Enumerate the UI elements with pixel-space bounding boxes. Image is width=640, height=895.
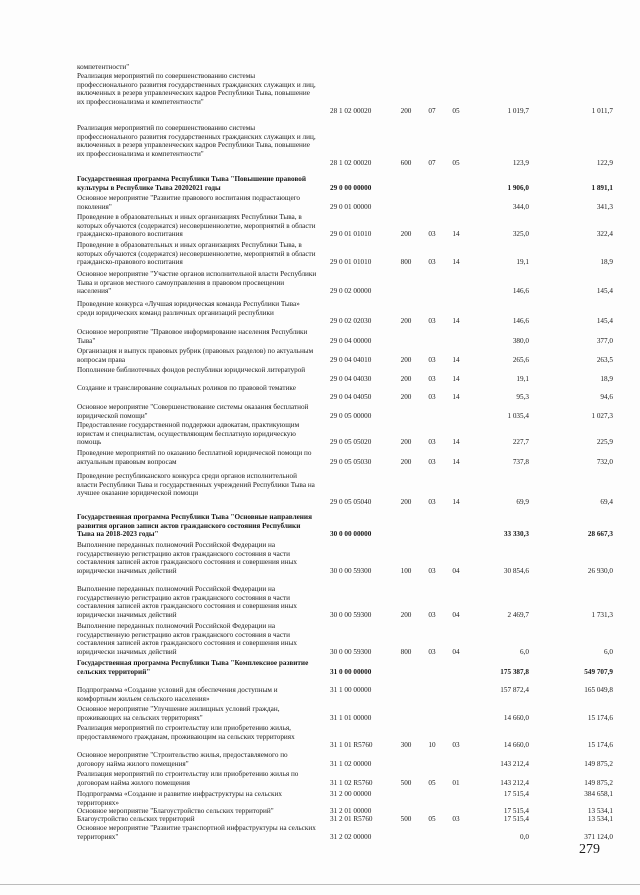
row-amount-year1: 14 660,0 [503,713,529,722]
row-expense-type: 800 [400,258,412,267]
row-name: Основное мероприятие "Улучшение жилищных условий граждан, проживающих на сельских территориях" [77,705,280,722]
row-section: 03 [428,317,436,326]
row-amount-year2: 371 124,0 [584,832,613,841]
row-amount-year1: 14 660,0 [503,741,529,750]
row-name: компетентности" [77,63,130,71]
row-target-code: 31 0 00 00000 [330,667,372,676]
row-subsection: 14 [452,438,460,447]
row-target-code: 28 1 02 00020 [330,158,372,167]
row-target-code: 31 1 02 00000 [330,759,372,768]
row-section: 03 [428,567,436,576]
row-name: Проведение мероприятий по оказанию бесплатной юридической помощи по актуальным правовым вопросам [77,449,312,466]
row-name: Предоставление государственной поддержки адвокатам, практикующим юристам и специалистам, осуществляющим бесплатную юридическую помощь [77,421,300,447]
row-amount-year2: 1 011,7 [591,106,613,115]
row-amount-year1: 19,1 [516,258,529,267]
row-section: 03 [428,648,436,657]
row-target-code: 30 0 00 59300 [330,648,372,657]
row-target-code: 29 0 05 05030 [330,457,372,466]
row-amount-year2: 165 049,8 [584,686,613,694]
row-target-code: 29 0 04 04050 [330,392,372,401]
row-target-code: 29 0 04 00000 [330,336,372,345]
row-section: 03 [428,457,436,466]
row-target-code: 29 0 00 00000 [330,183,372,192]
row-target-code: 29 0 01 01010 [330,258,372,267]
row-amount-year2: 13 534,1 [587,815,613,823]
row-expense-type: 200 [400,230,412,239]
row-section: 03 [428,438,436,447]
row-subsection: 14 [452,258,460,267]
row-amount-year2: 149 875,2 [584,778,613,787]
row-amount-year1: 69,9 [516,498,529,507]
row-amount-year1: 123,9 [512,158,529,167]
row-name: Проведение в образовательных и иных организациях Республики Тыва, в которых обучаются (содержатся) несовершеннолетие, мероприятий в области гражданско-правового воспитания [77,213,316,239]
row-amount-year1: 95,3 [516,392,529,401]
row-amount-year2: 26 930,0 [587,567,613,576]
row-amount-year2: 322,4 [596,230,613,239]
row-subsection: 04 [452,648,460,657]
row-amount-year2: 122,9 [596,158,613,167]
row-amount-year1: 344,0 [512,202,529,211]
row-name: Основное мероприятие "Строительство жилья, предоставляемого по договору найма жилого помещения" [77,751,288,768]
row-name: Выполнение переданных полномочий Российской Федерации на государственную регистрацию актов гражданского состояния в части составления записей актов гражданского состояния и совершения иных юридически значимых действий [77,541,298,576]
row-name: Реализация мероприятий по совершенствованию системы профессионального развития государственных гражданских служащих и лиц, включенных в резерв управленческих кадров Республики Тыва, повышение их профессионализма и компетентности" [77,124,316,159]
row-amount-year1: 33 330,3 [503,530,529,539]
row-target-code: 30 0 00 00000 [330,530,372,539]
row-target-code: 28 1 02 00020 [330,106,372,115]
row-subsection: 14 [452,355,460,364]
row-subsection: 14 [452,374,460,383]
row-section: 03 [428,355,436,364]
row-name: Выполнение переданных полномочий Российской Федерации на государственную регистрацию актов гражданского состояния в части составления записей актов гражданского состояния и совершения иных юридически значимых действий [77,622,298,657]
row-amount-year1: 19,1 [516,374,529,383]
row-amount-year1: 175 387,8 [500,667,529,676]
row-target-code: 29 0 05 05020 [330,438,372,447]
row-subsection: 14 [452,317,460,326]
row-name: Основное мероприятие "Развитие транспортной инфраструктуры на сельских территориях" [77,824,316,841]
row-section: 07 [428,158,436,167]
row-target-code: 29 0 02 00000 [330,287,372,296]
row-target-code: 30 0 00 59300 [330,611,372,620]
row-amount-year2: 15 174,6 [587,713,613,722]
row-amount-year2: 69,4 [600,498,613,507]
row-section: 07 [428,106,436,115]
row-expense-type: 200 [400,106,412,115]
row-expense-type: 200 [400,611,412,620]
row-target-code: 29 0 05 00000 [330,411,372,420]
row-amount-year1: 227,7 [512,438,529,447]
row-expense-type: 200 [400,438,412,447]
row-amount-year2: 1 027,3 [591,411,613,420]
row-expense-type: 200 [400,392,412,401]
row-name: Подпрограмма «Создание и развитие инфраструктуры на сельских территориях» [77,790,282,807]
row-expense-type: 200 [400,457,412,466]
row-name: Реализация мероприятий по строительству или приобретению жилья, предоставляемого гражданам, проживающим на сельских территориях [77,724,295,741]
row-expense-type: 500 [400,815,412,823]
row-amount-year1: 17 515,4 [503,790,529,798]
row-target-code: 30 0 00 59300 [330,567,372,576]
row-target-code: 31 2 01 00000 [330,807,372,815]
row-name: Подпрограмма «Создание условий для обеспечения доступным и комфортным жильем сельского населения» [77,686,278,703]
row-name: Реализация мероприятий по совершенствованию системы профессионального развития государственных гражданских служащих и лиц, включенных в резерв управленческих кадров Республики Тыва, повышение их профессионализма и компетентности" [77,72,316,107]
row-amount-year2: 384 658,1 [584,790,613,798]
row-amount-year1: 143 212,4 [500,759,529,768]
row-amount-year1: 6,0 [520,648,529,657]
row-section: 03 [428,374,436,383]
row-name: Пополнение библиотечных фондов республики юридической литературой [77,366,306,374]
row-subsection: 04 [452,611,460,620]
row-amount-year1: 143 212,4 [500,778,529,787]
row-amount-year2: 149 875,2 [584,759,613,768]
row-subsection: 03 [452,815,460,823]
row-amount-year2: 94,6 [600,392,613,401]
row-target-code: 31 1 00 00000 [330,686,372,694]
row-expense-type: 300 [400,741,412,750]
row-name: Основное мероприятие "Благоустройство сельских территорий" [77,807,274,815]
row-amount-year1: 1 019,7 [507,106,529,115]
row-subsection: 14 [452,498,460,507]
row-expense-type: 600 [400,158,412,167]
row-section: 03 [428,230,436,239]
row-section: 03 [428,392,436,401]
row-subsection: 01 [452,778,460,787]
row-expense-type: 200 [400,498,412,507]
row-expense-type: 800 [400,648,412,657]
row-subsection: 03 [452,741,460,750]
row-subsection: 14 [452,230,460,239]
row-name: Благоустройство сельских территорий [77,815,195,823]
row-target-code: 29 0 01 01010 [330,230,372,239]
row-amount-year1: 17 515,4 [503,807,529,815]
row-amount-year1: 1 906,0 [507,183,529,192]
row-amount-year2: 341,3 [596,202,613,211]
row-target-code: 31 1 01 00000 [330,713,372,722]
row-amount-year2: 15 174,6 [587,741,613,750]
row-name: Государственная программа Республики Тыва "Повышение правовой культуры в Республике Тыва 20202021 годы [77,175,307,192]
row-amount-year2: 18,9 [600,258,613,267]
row-name: Основное мероприятие "Совершенствование системы оказания бесплатной юридической помощи" [77,403,309,420]
row-amount-year1: 146,6 [512,317,529,326]
row-amount-year2: 225,9 [596,438,613,447]
row-amount-year2: 549 707,9 [584,667,613,676]
row-section: 05 [428,778,436,787]
row-name: Организация и выпуск правовых рубрик (правовых разделов) по актуальным вопросам права [77,347,314,364]
row-amount-year1: 380,0 [512,336,529,345]
row-amount-year2: 145,4 [596,287,613,296]
row-target-code: 29 0 04 04010 [330,355,372,364]
row-target-code: 31 2 00 00000 [330,790,372,798]
row-target-code: 29 0 04 04030 [330,374,372,383]
row-amount-year2: 1 731,3 [591,611,613,620]
row-amount-year1: 325,0 [512,230,529,239]
row-amount-year1: 1 035,4 [507,411,529,420]
row-subsection: 05 [452,106,460,115]
row-amount-year1: 2 469,7 [507,611,529,620]
row-target-code: 31 1 01 R5760 [330,741,373,750]
row-amount-year2: 13 534,1 [587,807,613,815]
row-amount-year1: 146,6 [512,287,529,296]
row-amount-year1: 0,0 [520,832,529,841]
row-target-code: 29 0 02 02030 [330,317,372,326]
row-target-code: 31 1 02 R5760 [330,778,373,787]
row-name: Основное мероприятие "Развитие правового воспитания подрастающего поколения" [77,194,301,211]
row-name: Основное мероприятие "Участие органов исполнительной власти Республики Тыва и органов местного самоуправления в правовом просвещении населения" [77,270,317,296]
row-expense-type: 100 [400,567,412,576]
row-subsection: 04 [452,567,460,576]
row-subsection: 05 [452,158,460,167]
row-amount-year1: 265,6 [512,355,529,364]
row-name: Государственная программа Республики Тыва "Комплексное развитие сельских территорий" [77,659,309,676]
row-name: Проведение в образовательных и иных организациях Республики Тыва, в которых обучаются (содержатся) несовершеннолетие, мероприятий в области гражданско-правового воспитания [77,241,316,267]
row-section: 03 [428,611,436,620]
row-amount-year2: 377,0 [596,336,613,345]
scan-edge-line [0,884,640,885]
row-amount-year1: 30 854,6 [503,567,529,576]
row-name: Выполнение переданных полномочий Российской Федерации на государственную регистрацию актов гражданского состояния в части составления записей актов гражданского состояния и совершения иных юридически значимых действий [77,585,298,620]
page-number: 279 [579,842,600,857]
row-subsection: 14 [452,392,460,401]
row-amount-year2: 6,0 [604,648,613,657]
row-amount-year1: 737,8 [512,457,529,466]
row-amount-year2: 263,5 [596,355,613,364]
row-amount-year2: 18,9 [600,374,613,383]
row-section: 05 [428,815,436,823]
row-expense-type: 200 [400,355,412,364]
row-target-code: 29 0 05 05040 [330,498,372,507]
row-expense-type: 200 [400,374,412,383]
row-name: Реализация мероприятий по строительству или приобретению жилья по договорам найма жилого помещения [77,770,299,787]
row-amount-year2: 28 667,3 [587,530,613,539]
row-expense-type: 200 [400,317,412,326]
row-target-code: 31 2 02 00000 [330,832,372,841]
row-section: 10 [428,741,436,750]
row-name: Проведение конкурса «Лучшая юридическая команда Республики Тыва» среди юридических команд различных организаций республики [77,300,300,317]
row-target-code: 31 2 01 R5760 [330,815,373,823]
row-name: Государственная программа Республики Тыва "Основные направления развития органов записи актов гражданского состояния Республики Тыва на 2018-2023 годы" [77,513,312,539]
row-amount-year1: 157 872,4 [500,686,529,694]
row-name: Создание и транслирование социальных роликов по правовой тематике [77,384,296,392]
row-section: 03 [428,498,436,507]
row-target-code: 29 0 01 00000 [330,202,372,211]
row-expense-type: 500 [400,778,412,787]
row-name: Основное мероприятие "Правовое информирование населения Республики Тыва" [77,328,308,345]
row-name: Проведение республиканского конкурса среди органов исполнительной власти Республики Тыва и государственных учреждений Республики Тыва на лучшее оказание юридической помощи [77,472,315,498]
row-amount-year2: 1 891,1 [591,183,613,192]
row-amount-year2: 732,0 [596,457,613,466]
row-amount-year1: 17 515,4 [503,815,529,823]
row-subsection: 14 [452,457,460,466]
row-amount-year2: 145,4 [596,317,613,326]
row-section: 03 [428,258,436,267]
